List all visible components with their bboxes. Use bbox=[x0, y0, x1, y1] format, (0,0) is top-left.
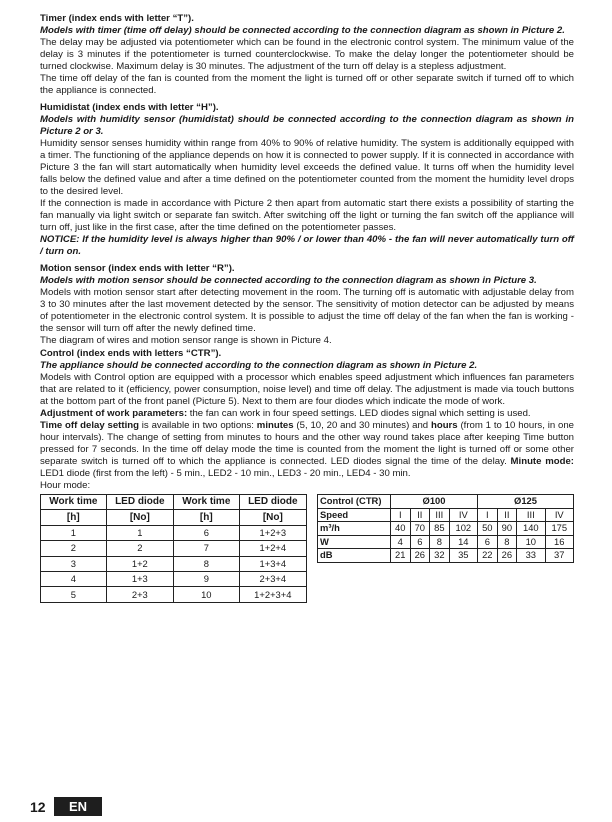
table-cell: 8 bbox=[430, 535, 450, 549]
unit-header: [No] bbox=[106, 510, 173, 525]
timer-heading: Timer (index ends with letter “T”). bbox=[40, 13, 194, 24]
column-header: Work time bbox=[41, 495, 107, 510]
adjustment-label: Adjustment of work parameters: bbox=[40, 408, 188, 419]
humidistat-subheading: Models with humidity sensor (humidistat) should be connected according to the connection diagram as shown in Picture 2 or 3. bbox=[40, 114, 574, 137]
table-cell: 50 bbox=[478, 522, 498, 536]
humidistat-heading: Humidistat (index ends with letter “H”). bbox=[40, 102, 219, 113]
table-cell: III bbox=[517, 508, 545, 522]
table-row bbox=[318, 508, 574, 522]
table-row bbox=[41, 587, 307, 602]
adjustment-text: the fan can work in four speed settings. LED diodes signal which setting is used. bbox=[187, 408, 531, 419]
table-cell: 175 bbox=[545, 522, 573, 536]
motion-paragraph: The diagram of wires and motion sensor range is shown in Picture 4. bbox=[40, 335, 332, 346]
table-row bbox=[41, 556, 307, 571]
hour-table-units-row bbox=[41, 510, 307, 525]
time-off-delay-paragraph bbox=[40, 420, 574, 480]
table-cell: 4 bbox=[391, 535, 411, 549]
table-cell: 3 bbox=[41, 556, 107, 571]
table-cell: 1+2+3+4 bbox=[239, 587, 306, 602]
table-cell: 2+3+4 bbox=[239, 571, 306, 586]
table-cell: 4 bbox=[41, 571, 107, 586]
table-cell: 22 bbox=[478, 549, 498, 563]
language-badge: EN bbox=[54, 797, 102, 816]
table-row bbox=[318, 522, 574, 536]
unit-header: [h] bbox=[173, 510, 239, 525]
text-span: (5, 10, 20 and 30 minutes) and bbox=[293, 420, 431, 431]
table-cell: 1+3 bbox=[106, 571, 173, 586]
table-row bbox=[318, 549, 574, 563]
column-header: LED diode bbox=[239, 495, 306, 510]
hour-table-header-row bbox=[41, 495, 307, 510]
unit-header: [No] bbox=[239, 510, 306, 525]
table-row bbox=[41, 525, 307, 540]
table-cell: 1 bbox=[106, 525, 173, 540]
table-cell: 35 bbox=[449, 549, 477, 563]
table-cell: 26 bbox=[497, 549, 517, 563]
control-subheading: The appliance should be connected according to the connection diagram as shown in Picture 2. bbox=[40, 360, 478, 371]
table-cell: 14 bbox=[449, 535, 477, 549]
table-cell: 10 bbox=[173, 587, 239, 602]
diameter-group-header: Ø125 bbox=[478, 495, 574, 509]
hours-label: hours bbox=[430, 420, 458, 431]
table-cell: 6 bbox=[173, 525, 239, 540]
page-content bbox=[40, 13, 574, 606]
section-motion bbox=[40, 263, 574, 347]
timer-paragraph: The delay may be adjusted via potentiometer which can be found in the electronic control system. The minimum value of the delay is 3 minutes if the potentiometer is turned counterclockwise. To make the delay longer the potentiometer should be turned clockwise. Maximum delay is 30 minutes. The adjustment of the turn off delay is a stepless adjustment. bbox=[40, 37, 574, 72]
table-cell: 2+3 bbox=[106, 587, 173, 602]
page-number: 12 bbox=[30, 799, 46, 815]
text-span: LED1 diode (first from the left) - 5 min., LED2 - 10 min., LED3 - 20 min., LED4 - 30 min. bbox=[40, 468, 411, 479]
table-cell: 16 bbox=[545, 535, 573, 549]
table-cell: 6 bbox=[478, 535, 498, 549]
table-cell: I bbox=[391, 508, 411, 522]
table-cell: 6 bbox=[410, 535, 430, 549]
timer-paragraph: The time off delay of the fan is counted from the moment the light is turned off or other separate switch if turned off to which the appliance is connected. bbox=[40, 73, 574, 96]
table-cell: 2 bbox=[41, 541, 107, 556]
motion-subheading: Models with motion sensor should be connected according to the connection diagram as shown in Picture 3. bbox=[40, 275, 537, 286]
table-cell: 1+3+4 bbox=[239, 556, 306, 571]
table-cell: 2 bbox=[106, 541, 173, 556]
row-label: Speed bbox=[318, 508, 391, 522]
time-off-delay-label: Time off delay setting bbox=[40, 420, 139, 431]
minute-mode-label: Minute mode: bbox=[510, 456, 574, 467]
table-cell: 40 bbox=[391, 522, 411, 536]
section-humidistat bbox=[40, 102, 574, 258]
column-header: LED diode bbox=[106, 495, 173, 510]
table-cell: IV bbox=[545, 508, 573, 522]
table-cell: 21 bbox=[391, 549, 411, 563]
humidistat-paragraph: If the connection is made in accordance with Picture 2 then apart from automatic start there exists a possibility of starting the fan manually via light switch or separate fan switch. After switching off the light or turning the fan switch off the appliance will turn off, just like in the first case, after the time defined on the potentiometer passes. bbox=[40, 198, 574, 233]
table-cell: II bbox=[497, 508, 517, 522]
text-span: (from 1 to 10 hours, in one hour intervals). The change of setting from minutes to hours and the other way round takes place after keeping Time button pressed for 7 seconds. In the time off delay mode the time is counted from the moment the light is turned off or some other separate switch is turned off to which the appliance is connected. LED diodes signal the time of the delay. bbox=[40, 420, 575, 467]
row-label: m³/h bbox=[318, 522, 391, 536]
table-cell: III bbox=[430, 508, 450, 522]
table-cell: 140 bbox=[517, 522, 545, 536]
ctr-table-header-row bbox=[318, 495, 574, 509]
table-cell: 7 bbox=[173, 541, 239, 556]
table-cell: 9 bbox=[173, 571, 239, 586]
diameter-group-header: Ø100 bbox=[391, 495, 478, 509]
table-row bbox=[318, 535, 574, 549]
control-paragraph: Models with Control option are equipped with a processor which enables speed adjustment which influences fan parameters that are related to it (efficiency, power consumption, noise level) and time off delay. The adjustment is made via touch buttons at the bottom part of the front panel (Picture 5). Next to them are four diodes which indicate the mode of work. bbox=[40, 372, 574, 407]
table-cell: 102 bbox=[449, 522, 477, 536]
motion-heading: Motion sensor (index ends with letter “R”). bbox=[40, 263, 235, 274]
humidistat-paragraph: Humidity sensor senses humidity within range from 40% to 90% of relative humidity. The system is additionally equipped with a timer. The functioning of the appliance depends on how it is connected to power supply. If it is connected in accordance with Picture 3 the fan will start automatically when humidity level exceeds the defined value. It turns off when the humidity level falls below the defined value and after a time defined on the potentiometer counted from the moment the humidity level drops to the desired level. bbox=[40, 138, 574, 197]
row-label: dB bbox=[318, 549, 391, 563]
adjustment-paragraph bbox=[40, 408, 574, 420]
ctr-table-title: Control (CTR) bbox=[318, 495, 391, 509]
hour-mode-label: Hour mode: bbox=[40, 480, 91, 491]
table-cell: 37 bbox=[545, 549, 573, 563]
table-cell: 33 bbox=[517, 549, 545, 563]
table-cell: 1 bbox=[41, 525, 107, 540]
table-cell: 85 bbox=[430, 522, 450, 536]
table-cell: 8 bbox=[173, 556, 239, 571]
unit-header: [h] bbox=[41, 510, 107, 525]
motion-paragraph: Models with motion sensor start after detecting movement in the room. The turning off is automatic with adjustable delay from 3 to 30 minutes after the last movement detected by the sensor. The sensitivity of motion detector can be adjusted by means of potentiometer in the electronic control system. It is possible to adjust the time off delay of the fan when the fan is working - the sensor will turn off after the newly defined time. bbox=[40, 287, 574, 334]
table-cell: IV bbox=[449, 508, 477, 522]
hour-table-body bbox=[41, 525, 307, 602]
table-row bbox=[41, 541, 307, 556]
table-cell: 8 bbox=[497, 535, 517, 549]
tables-area bbox=[40, 494, 574, 606]
table-cell: I bbox=[478, 508, 498, 522]
ctr-table-body bbox=[318, 508, 574, 562]
table-row bbox=[41, 571, 307, 586]
row-label: W bbox=[318, 535, 391, 549]
text-span: is available in two options: bbox=[138, 420, 257, 431]
table-cell: II bbox=[410, 508, 430, 522]
table-cell: 90 bbox=[497, 522, 517, 536]
table-cell: 1+2 bbox=[106, 556, 173, 571]
timer-subheading: Models with timer (time off delay) should be connected according to the connection diagram as shown in Picture 2. bbox=[40, 25, 565, 36]
table-cell: 26 bbox=[410, 549, 430, 563]
minutes-label: minutes bbox=[256, 420, 294, 431]
table-cell: 32 bbox=[430, 549, 450, 563]
control-ctr-table bbox=[317, 494, 574, 563]
table-cell: 1+2+4 bbox=[239, 541, 306, 556]
table-cell: 10 bbox=[517, 535, 545, 549]
table-cell: 1+2+3 bbox=[239, 525, 306, 540]
table-cell: 5 bbox=[41, 587, 107, 602]
control-heading: Control (index ends with letters “CTR”). bbox=[40, 348, 222, 359]
section-control bbox=[40, 348, 574, 492]
table-cell: 70 bbox=[410, 522, 430, 536]
hour-mode-table bbox=[40, 494, 307, 603]
humidistat-notice: NOTICE: If the humidity level is always higher than 90% / or lower than 40% - the fan will never automatically turn off / turn on. bbox=[40, 234, 574, 257]
section-timer bbox=[40, 13, 574, 97]
column-header: Work time bbox=[173, 495, 239, 510]
